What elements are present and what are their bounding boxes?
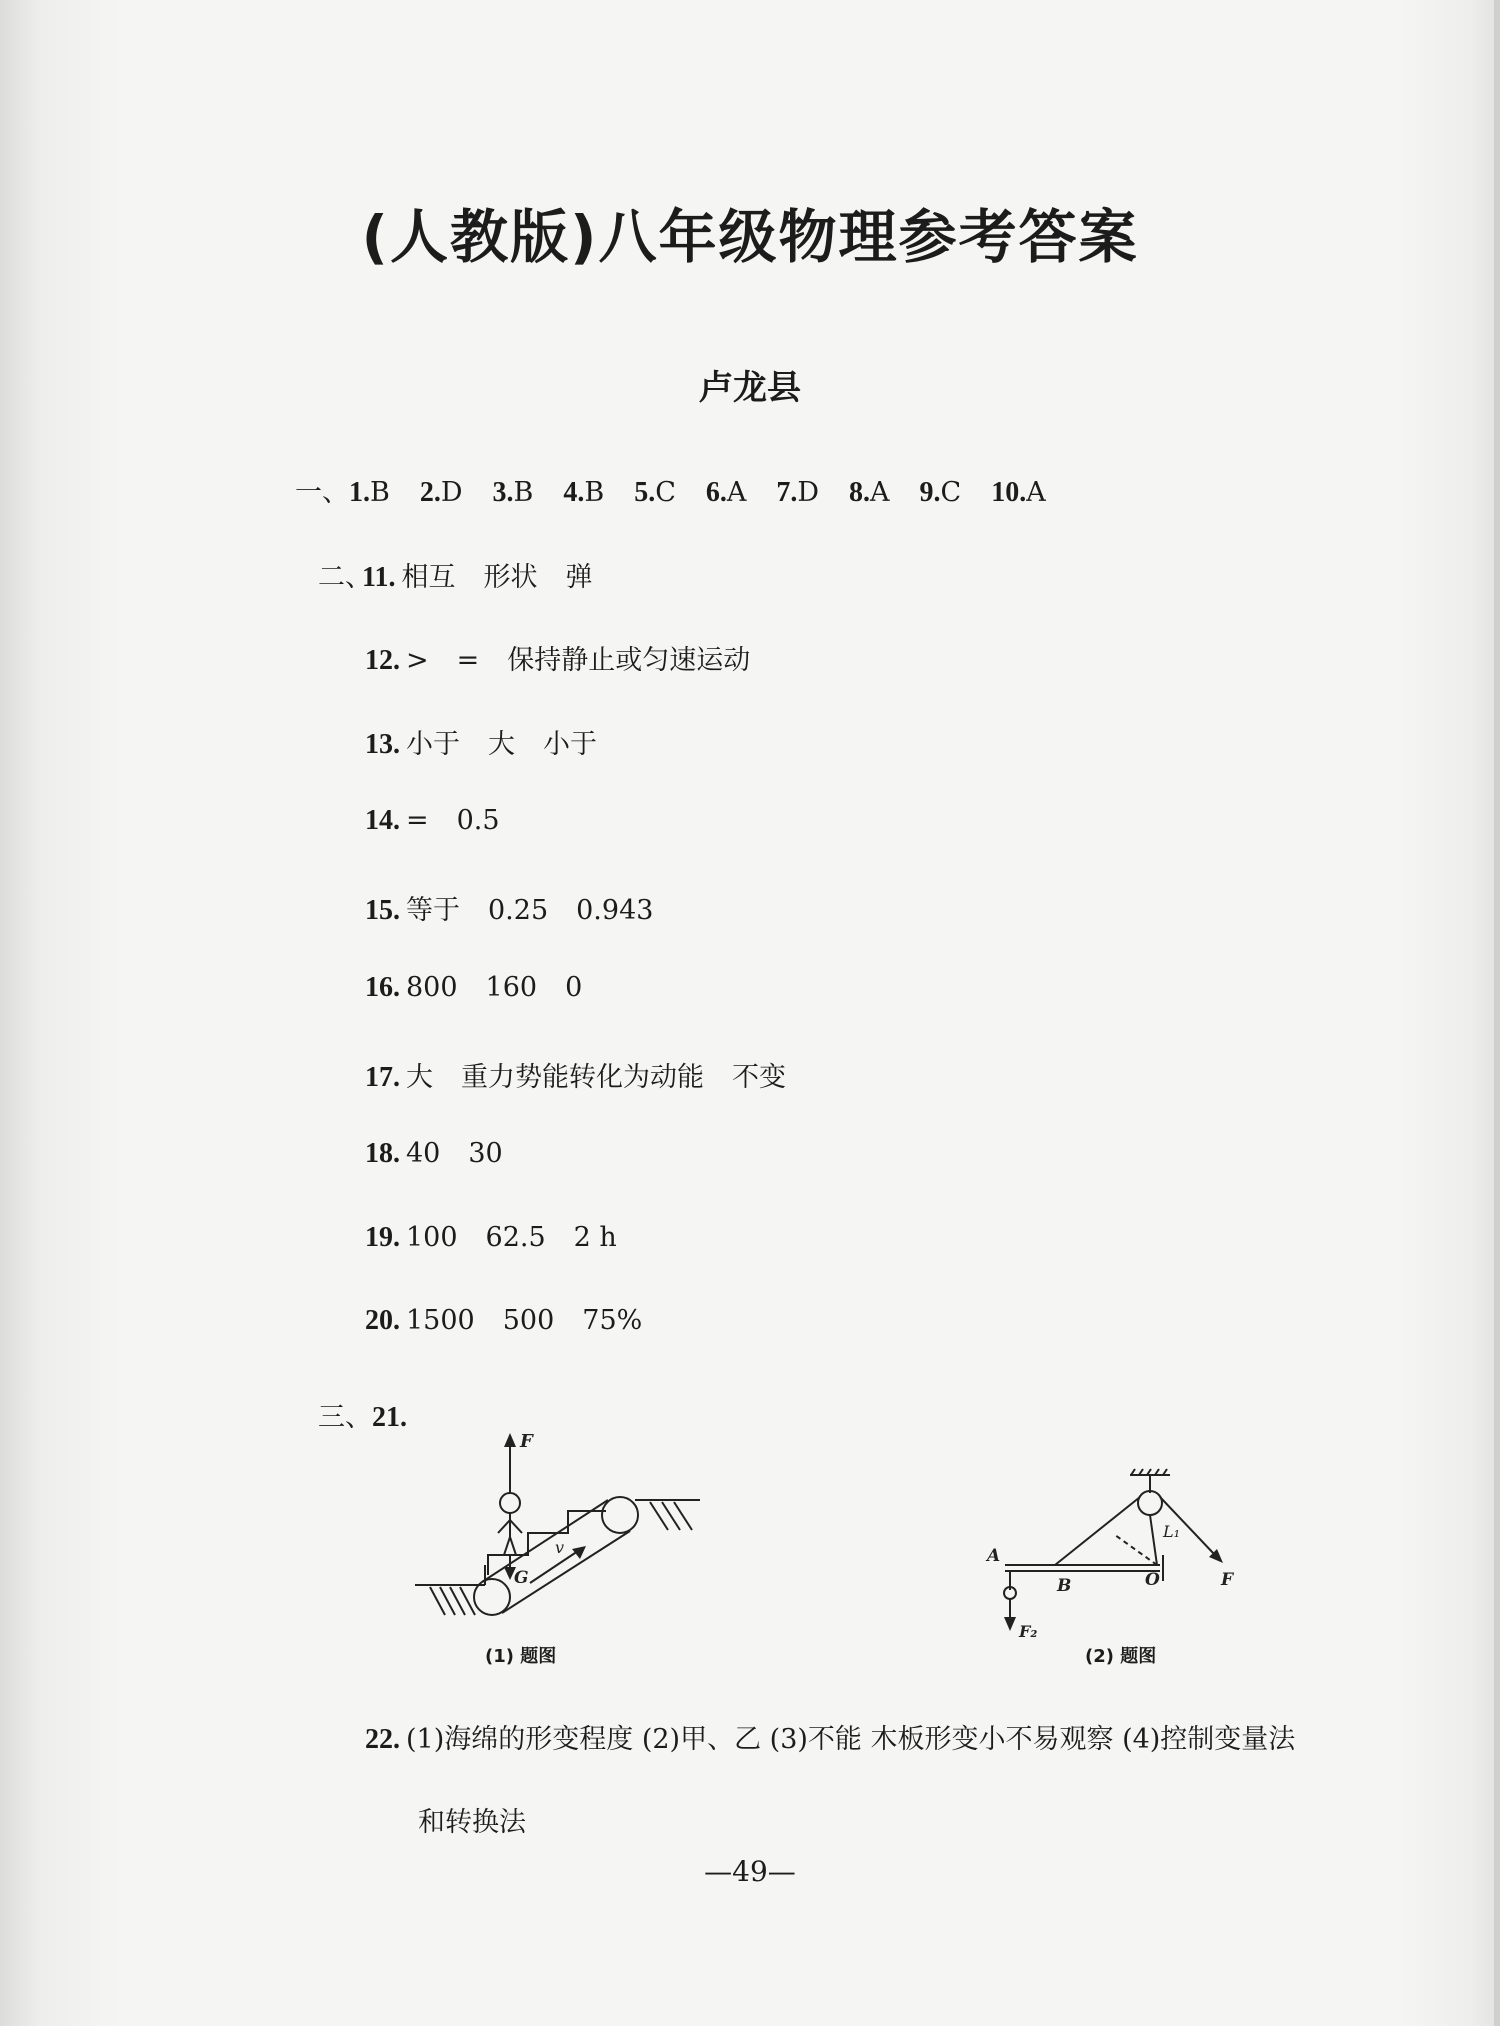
mc-answer-item [991,477,1046,508]
question-number: 3. [492,477,514,508]
question-number: 16. [365,972,400,1003]
answer-part: 弹 [565,562,593,593]
mc-answer-item [349,477,390,508]
question-number: 19. [365,1222,400,1253]
answer-part: 0.5 [456,805,500,836]
figure2-caption: (2) 题图 [1085,1646,1157,1667]
question-number: 1. [349,477,370,508]
fill-in-row [365,1222,617,1254]
fill-in-row [365,888,653,927]
answer-letter: C [940,477,962,508]
fill-in-row [365,1305,642,1337]
answer-letter: B [584,477,605,508]
question-number: 4. [563,477,585,508]
answer-part: 30 [468,1138,503,1169]
mc-answer-item [420,477,463,508]
answer-part: 保持静止或匀速运动 [507,645,751,676]
fill-in-row [365,722,597,761]
q22-line1 [365,1717,1295,1756]
fill-in-row [362,555,592,594]
answer-part: = [406,805,429,836]
question-number: 8. [849,477,871,508]
label-v: v [555,1538,565,1557]
fill-in-row [365,805,500,837]
answer-letter: A [1026,477,1046,508]
answer-part: = [456,645,480,676]
answer-letter: C [655,477,676,508]
answer-part: 不变 [732,1062,786,1093]
question-number: 17. [365,1062,400,1093]
answer-part: 0 [565,972,583,1003]
section3-row [318,1395,407,1434]
fill-in-row [365,1055,786,1094]
question-number: 14. [365,805,400,836]
fill-in-row [365,1138,503,1170]
answer-part: 等于 [406,895,460,926]
answer-part: 0.25 [488,895,549,926]
mc-answer-item [776,477,819,508]
answer-letter: A [870,477,890,508]
section1-row [295,470,1076,509]
label-A: A [987,1546,1001,1566]
label-O: O [1145,1570,1160,1590]
county-subtitle: 卢龙县 [699,368,801,408]
answer-part: 75% [582,1305,643,1336]
question-number: 6. [705,477,727,508]
answer-part: 形状 [483,562,538,593]
question-number: 7. [776,477,798,508]
question-number: 20. [365,1305,400,1336]
answer-part: 小于 [406,729,460,760]
answer-part: > [406,645,429,676]
answer-part: 40 [406,1138,441,1169]
label-F2: F₂ [1019,1622,1038,1641]
answer-part: 重力势能转化为动能 [461,1062,704,1093]
answer-part: 800 [406,972,458,1003]
question-number: 15. [365,895,400,926]
answer-part: 500 [502,1305,555,1336]
answer-part: 100 [406,1222,458,1253]
figure1-caption: (1) 题图 [485,1646,557,1667]
answer-part: 小于 [543,729,597,760]
label-L1: L₁ [1163,1522,1181,1541]
page-number: —49— [704,1855,796,1888]
question-number: 5. [634,477,656,508]
page-edge [1494,0,1500,2026]
answer-letter: D [797,477,820,508]
answer-part: 大 [488,729,515,760]
label-B: B [1057,1576,1072,1596]
question-number: 10. [991,477,1027,508]
answer-part: 0.943 [576,895,654,926]
answer-letter: D [440,477,463,508]
mc-answer-item [493,477,534,508]
question-number: 13. [365,729,400,760]
label-F: F [520,1431,533,1452]
mc-answer-item [920,477,962,508]
question-number: 9. [919,477,941,508]
section2-label: 二、 [318,562,372,593]
section3-label: 三、 [318,1402,372,1433]
question-number: 18. [365,1138,400,1169]
answer-part: 62.5 [485,1222,546,1253]
question-number: 12. [365,645,400,676]
mc-answer-item [563,477,604,508]
figure-lever [985,1465,1245,1655]
mc-answer-item [849,477,890,508]
fill-in-row [365,972,582,1004]
figure-escalator [410,1425,700,1650]
question-number: 2. [419,477,441,508]
q22-line2: 和转换法 [418,1807,526,1838]
answer-letter: B [370,477,390,508]
mc-answer-item [634,477,676,508]
mc-answer-item [706,477,747,508]
answer-letter: B [513,477,534,508]
answer-part: 2 h [573,1222,617,1253]
page-title: (人教版)八年级物理参考答案 [361,203,1139,271]
question-number: 21. [372,1402,407,1433]
section1-label: 一、 [295,477,349,508]
label-F-fig2: F [1221,1570,1234,1590]
fill-in-row [365,638,750,677]
answer-part: 大 [406,1062,433,1093]
question-number: 22. [365,1724,400,1755]
question-number: 11. [362,562,396,593]
answer-part: 160 [485,972,538,1003]
label-G: G [514,1568,529,1588]
q22-answer-line1: (1)海绵的形变程度 (2)甲、乙 (3)不能 木板形变小不易观察 (4)控制变量法 [406,1724,1296,1755]
answer-letter: A [726,477,747,508]
answer-part: 相互 [401,562,456,593]
answer-part: 1500 [406,1305,475,1336]
